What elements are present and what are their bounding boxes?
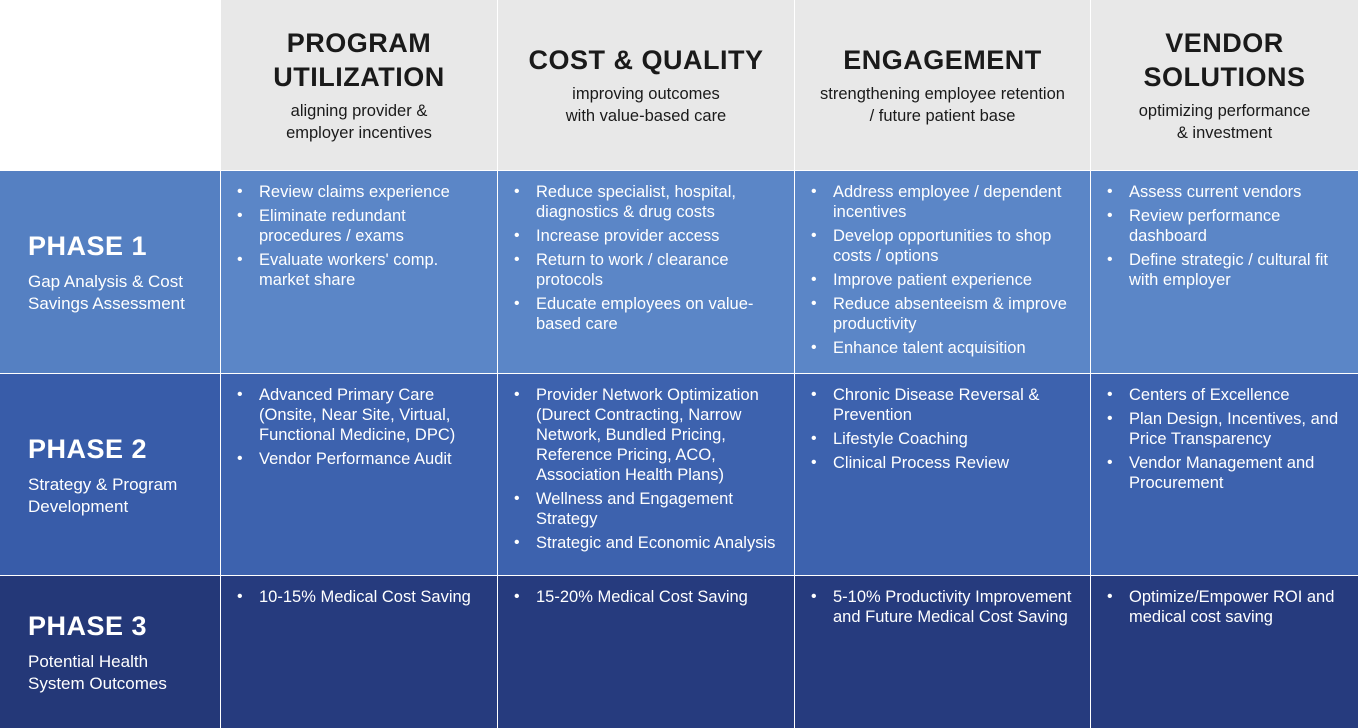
cell-phase-3-cost-quality bbox=[497, 575, 794, 728]
bullet-list bbox=[235, 385, 489, 469]
column-header-program-utilization bbox=[220, 0, 497, 170]
list-item: • Develop opportunities to shop costs / options bbox=[809, 226, 1082, 266]
cell-phase-1-program-utilization bbox=[220, 170, 497, 373]
list-item: • Improve patient experience bbox=[809, 270, 1082, 290]
list-item: • 10-15% Medical Cost Saving bbox=[235, 587, 489, 607]
bullet-list bbox=[1105, 587, 1350, 627]
row-header-phase-1 bbox=[0, 170, 220, 373]
list-item: • Vendor Management and Procurement bbox=[1105, 453, 1350, 493]
phase-title: PHASE 2 bbox=[28, 433, 148, 464]
phase-title: PHASE 3 bbox=[28, 611, 148, 641]
column-title: VENDOR SOLUTIONS bbox=[1143, 28, 1306, 92]
phase-subtitle: Gap Analysis & Cost Savings Assessment bbox=[28, 272, 185, 313]
list-item: • Reduce specialist, hospital, diagnostics & drug costs bbox=[512, 182, 786, 222]
cell-phase-1-cost-quality bbox=[497, 170, 794, 373]
column-header-vendor-solutions bbox=[1090, 0, 1358, 170]
phase-subtitle: Strategy & Program Development bbox=[28, 474, 178, 516]
column-subtitle: optimizing performance & investment bbox=[1138, 102, 1311, 142]
list-item: • Review performance dashboard bbox=[1105, 206, 1350, 246]
list-item: • Strategic and Economic Analysis bbox=[512, 533, 786, 553]
bullet-list bbox=[235, 587, 489, 607]
cell-phase-2-engagement bbox=[794, 373, 1090, 575]
cell-phase-3-program-utilization bbox=[220, 575, 497, 728]
bullet-list bbox=[512, 182, 786, 334]
list-item: • 15-20% Medical Cost Saving bbox=[512, 587, 786, 607]
list-item: • Evaluate workers' comp. market share bbox=[235, 250, 489, 290]
phase-title: PHASE 1 bbox=[28, 231, 148, 261]
list-item: • Centers of Excellence bbox=[1105, 385, 1350, 405]
list-item: • Vendor Performance Audit bbox=[235, 449, 489, 469]
list-item: • Chronic Disease Reversal & Prevention bbox=[809, 385, 1082, 425]
bullet-list bbox=[809, 385, 1082, 473]
bullet-list bbox=[1105, 385, 1350, 493]
bullet-list bbox=[235, 182, 489, 290]
bullet-list bbox=[809, 182, 1082, 358]
column-title: PROGRAM UTILIZATION bbox=[273, 28, 445, 92]
list-item: • Address employee / dependent incentives bbox=[809, 182, 1082, 222]
list-item: • Define strategic / cultural fit with employer bbox=[1105, 250, 1350, 290]
column-header-cost-quality bbox=[497, 0, 794, 170]
list-item: • Return to work / clearance protocols bbox=[512, 250, 786, 290]
cell-phase-2-program-utilization bbox=[220, 373, 497, 575]
list-item: • Enhance talent acquisition bbox=[809, 338, 1082, 358]
column-subtitle: aligning provider & employer incentives bbox=[286, 102, 432, 142]
bullet-list bbox=[512, 385, 786, 553]
list-item: • Plan Design, Incentives, and Price Transparency bbox=[1105, 409, 1350, 449]
list-item: • 5-10% Productivity Improvement and Future Medical Cost Saving bbox=[809, 587, 1082, 627]
cell-phase-3-engagement bbox=[794, 575, 1090, 728]
column-header-engagement bbox=[794, 0, 1090, 170]
list-item: • Reduce absenteeism & improve productivity bbox=[809, 294, 1082, 334]
bullet-list bbox=[809, 587, 1082, 627]
list-item: • Wellness and Engagement Strategy bbox=[512, 489, 786, 529]
corner-blank bbox=[0, 0, 220, 170]
bullet-list bbox=[1105, 182, 1350, 290]
column-subtitle: improving outcomes with value-based care bbox=[565, 85, 727, 125]
list-item: • Review claims experience bbox=[235, 182, 489, 202]
column-subtitle: strengthening employee retention / future patient base bbox=[820, 85, 1065, 125]
cell-phase-3-vendor-solutions bbox=[1090, 575, 1358, 728]
list-item: • Eliminate redundant procedures / exams bbox=[235, 206, 489, 246]
bullet-list bbox=[512, 587, 786, 607]
phase-subtitle: Potential Health System Outcomes bbox=[28, 652, 167, 693]
cell-phase-1-engagement bbox=[794, 170, 1090, 373]
list-item: • Increase provider access bbox=[512, 226, 786, 246]
list-item: • Educate employees on value-based care bbox=[512, 294, 786, 334]
list-item: • Provider Network Optimization (Durect Contracting, Narrow Network, Bundled Pricing, Reference Pricing, ACO, Association Health Plans) bbox=[512, 385, 786, 485]
cell-phase-2-vendor-solutions bbox=[1090, 373, 1358, 575]
column-title: COST & QUALITY bbox=[528, 45, 764, 75]
list-item: • Assess current vendors bbox=[1105, 182, 1350, 202]
list-item: • Clinical Process Review bbox=[809, 453, 1082, 473]
list-item: • Advanced Primary Care (Onsite, Near Site, Virtual, Functional Medicine, DPC) bbox=[235, 385, 489, 445]
column-title: ENGAGEMENT bbox=[843, 45, 1042, 75]
row-header-phase-2 bbox=[0, 373, 220, 575]
cell-phase-1-vendor-solutions bbox=[1090, 170, 1358, 373]
list-item: • Optimize/Empower ROI and medical cost saving bbox=[1105, 587, 1350, 627]
row-header-phase-3 bbox=[0, 575, 220, 728]
list-item: • Lifestyle Coaching bbox=[809, 429, 1082, 449]
cell-phase-2-cost-quality bbox=[497, 373, 794, 575]
